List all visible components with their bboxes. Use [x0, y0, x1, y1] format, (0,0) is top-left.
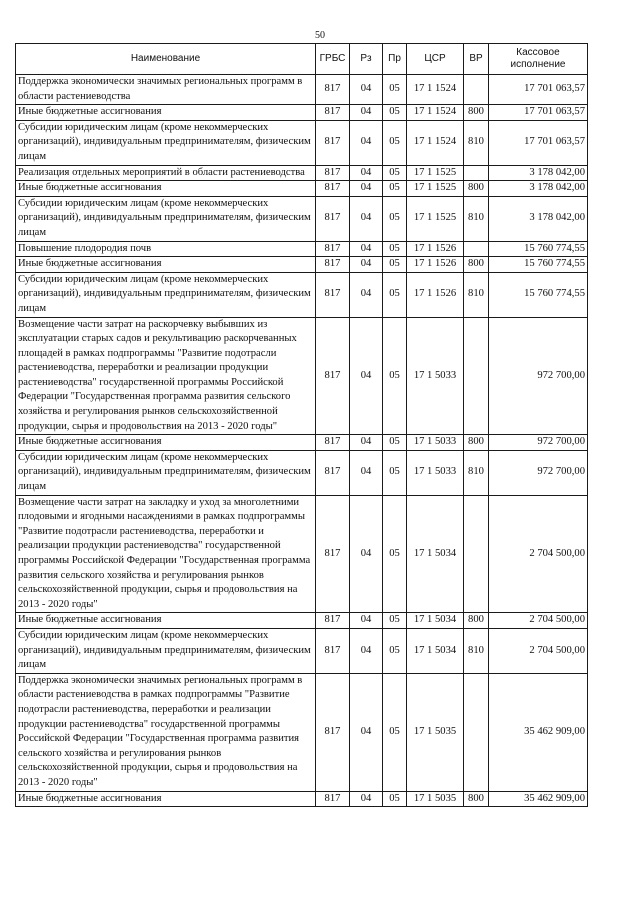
row-rz: 04	[350, 105, 383, 121]
row-rz: 04	[350, 272, 383, 317]
row-grbs: 817	[316, 120, 350, 165]
row-amount: 3 178 042,00	[489, 165, 588, 181]
row-vr: 800	[464, 257, 489, 273]
row-vr: 800	[464, 435, 489, 451]
row-name: Повышение плодородия почв	[16, 241, 316, 257]
row-rz: 04	[350, 673, 383, 791]
table-row	[16, 791, 588, 807]
row-rz: 04	[350, 791, 383, 807]
row-csr: 17 1 1526	[407, 241, 464, 257]
row-amount: 15 760 774,55	[489, 257, 588, 273]
row-name: Реализация отдельных мероприятий в области растениеводства	[16, 165, 316, 181]
row-vr: 810	[464, 628, 489, 673]
row-pr: 05	[383, 196, 407, 241]
row-csr: 17 1 5035	[407, 791, 464, 807]
row-vr	[464, 495, 489, 613]
row-pr: 05	[383, 165, 407, 181]
row-pr: 05	[383, 495, 407, 613]
header-grbs: ГРБС	[316, 44, 350, 75]
row-vr	[464, 241, 489, 257]
row-name: Поддержка экономически значимых региональных программ в области растениеводства в рамках подпрограммы "Развитие подотрасли растениеводства, переработки и реализации продукции растениеводства" государственной программы Российской Федерации "Государственная программа развития сельского хозяйства и регулирования рынков сельскохозяйственной продукции, сырья и продовольствия на 2013 - 2020 годы"	[16, 673, 316, 791]
row-grbs: 817	[316, 791, 350, 807]
page-number: 50	[315, 30, 325, 41]
row-grbs: 817	[316, 75, 350, 105]
row-amount: 15 760 774,55	[489, 272, 588, 317]
row-amount: 972 700,00	[489, 317, 588, 435]
row-pr: 05	[383, 257, 407, 273]
row-vr: 810	[464, 120, 489, 165]
row-name: Иные бюджетные ассигнования	[16, 105, 316, 121]
row-vr: 810	[464, 272, 489, 317]
table-row	[16, 120, 588, 165]
row-amount: 17 701 063,57	[489, 75, 588, 105]
row-amount: 17 701 063,57	[489, 120, 588, 165]
row-name: Субсидии юридическим лицам (кроме некоммерческих организаций), индивидуальным предпринимателям, физическим лицам	[16, 196, 316, 241]
row-csr: 17 1 5034	[407, 613, 464, 629]
row-grbs: 817	[316, 165, 350, 181]
row-csr: 17 1 1524	[407, 120, 464, 165]
row-rz: 04	[350, 165, 383, 181]
table-row	[16, 613, 588, 629]
row-csr: 17 1 1524	[407, 105, 464, 121]
row-csr: 17 1 5033	[407, 450, 464, 495]
row-grbs: 817	[316, 495, 350, 613]
row-csr: 17 1 1524	[407, 75, 464, 105]
table-row	[16, 450, 588, 495]
row-name: Субсидии юридическим лицам (кроме некоммерческих организаций), индивидуальным предпринимателям, физическим лицам	[16, 120, 316, 165]
row-name: Иные бюджетные ассигнования	[16, 613, 316, 629]
row-pr: 05	[383, 181, 407, 197]
row-csr: 17 1 5033	[407, 317, 464, 435]
budget-table	[15, 43, 588, 807]
row-csr: 17 1 5035	[407, 673, 464, 791]
row-csr: 17 1 1525	[407, 196, 464, 241]
row-amount: 15 760 774,55	[489, 241, 588, 257]
row-amount: 2 704 500,00	[489, 495, 588, 613]
row-grbs: 817	[316, 613, 350, 629]
row-name: Иные бюджетные ассигнования	[16, 181, 316, 197]
row-rz: 04	[350, 181, 383, 197]
row-name: Возмещение части затрат на закладку и уход за многолетними плодовыми и ягодными насаждениями в рамках подпрограммы "Развитие подотрасли растениеводства, переработки и реализации продукции растениеводства" государственной программы Российской Федерации "Государственная программа развития сельского хозяйства и регулирования рынков сельскохозяйственной продукции, сырья и продовольствия на 2013 - 2020 годы"	[16, 495, 316, 613]
row-name: Субсидии юридическим лицам (кроме некоммерческих организаций), индивидуальным предпринимателям, физическим лицам	[16, 450, 316, 495]
row-rz: 04	[350, 613, 383, 629]
header-amount: Кассовое исполнение	[489, 44, 588, 75]
header-row	[16, 44, 588, 75]
row-csr: 17 1 1526	[407, 272, 464, 317]
row-vr	[464, 75, 489, 105]
header-pr: Пр	[383, 44, 407, 75]
header-rz: Рз	[350, 44, 383, 75]
row-csr: 17 1 5033	[407, 435, 464, 451]
row-csr: 17 1 1526	[407, 257, 464, 273]
row-amount: 35 462 909,00	[489, 673, 588, 791]
row-rz: 04	[350, 196, 383, 241]
row-grbs: 817	[316, 673, 350, 791]
table-row	[16, 673, 588, 791]
row-grbs: 817	[316, 241, 350, 257]
header-csr: ЦСР	[407, 44, 464, 75]
row-grbs: 817	[316, 196, 350, 241]
row-vr	[464, 317, 489, 435]
table-row	[16, 196, 588, 241]
row-vr	[464, 673, 489, 791]
row-amount: 972 700,00	[489, 450, 588, 495]
row-grbs: 817	[316, 257, 350, 273]
row-pr: 05	[383, 105, 407, 121]
row-grbs: 817	[316, 317, 350, 435]
row-grbs: 817	[316, 435, 350, 451]
row-grbs: 817	[316, 181, 350, 197]
row-amount: 35 462 909,00	[489, 791, 588, 807]
row-name: Субсидии юридическим лицам (кроме некоммерческих организаций), индивидуальным предпринимателям, физическим лицам	[16, 272, 316, 317]
row-grbs: 817	[316, 628, 350, 673]
table-row	[16, 165, 588, 181]
row-name: Поддержка экономически значимых региональных программ в области растениеводства	[16, 75, 316, 105]
row-name: Иные бюджетные ассигнования	[16, 435, 316, 451]
row-rz: 04	[350, 257, 383, 273]
table-row	[16, 241, 588, 257]
row-amount: 17 701 063,57	[489, 105, 588, 121]
row-name: Иные бюджетные ассигнования	[16, 257, 316, 273]
row-pr: 05	[383, 435, 407, 451]
row-vr: 800	[464, 181, 489, 197]
row-csr: 17 1 5034	[407, 628, 464, 673]
row-vr	[464, 165, 489, 181]
row-vr: 810	[464, 450, 489, 495]
row-vr: 800	[464, 613, 489, 629]
row-grbs: 817	[316, 450, 350, 495]
table-row	[16, 628, 588, 673]
row-grbs: 817	[316, 105, 350, 121]
table-row	[16, 317, 588, 435]
row-rz: 04	[350, 435, 383, 451]
row-vr: 800	[464, 105, 489, 121]
row-pr: 05	[383, 613, 407, 629]
row-vr: 800	[464, 791, 489, 807]
row-pr: 05	[383, 120, 407, 165]
row-csr: 17 1 1525	[407, 181, 464, 197]
table-row	[16, 495, 588, 613]
row-rz: 04	[350, 495, 383, 613]
table-row	[16, 181, 588, 197]
row-pr: 05	[383, 791, 407, 807]
table-row	[16, 105, 588, 121]
row-pr: 05	[383, 241, 407, 257]
row-csr: 17 1 1525	[407, 165, 464, 181]
header-vr: ВР	[464, 44, 489, 75]
row-name: Иные бюджетные ассигнования	[16, 791, 316, 807]
row-pr: 05	[383, 317, 407, 435]
row-csr: 17 1 5034	[407, 495, 464, 613]
row-rz: 04	[350, 628, 383, 673]
row-rz: 04	[350, 450, 383, 495]
row-grbs: 817	[316, 272, 350, 317]
row-rz: 04	[350, 75, 383, 105]
header-name: Наименование	[16, 44, 316, 75]
row-amount: 2 704 500,00	[489, 628, 588, 673]
table-row	[16, 75, 588, 105]
table-row	[16, 435, 588, 451]
row-rz: 04	[350, 241, 383, 257]
row-pr: 05	[383, 450, 407, 495]
row-amount: 3 178 042,00	[489, 196, 588, 241]
row-rz: 04	[350, 317, 383, 435]
row-amount: 972 700,00	[489, 435, 588, 451]
row-vr: 810	[464, 196, 489, 241]
row-pr: 05	[383, 272, 407, 317]
row-name: Субсидии юридическим лицам (кроме некоммерческих организаций), индивидуальным предпринимателям, физическим лицам	[16, 628, 316, 673]
row-amount: 3 178 042,00	[489, 181, 588, 197]
row-pr: 05	[383, 673, 407, 791]
table-row	[16, 257, 588, 273]
row-name: Возмещение части затрат на раскорчевку выбывших из эксплуатации старых садов и рекультивацию раскорчеванных площадей в рамках подпрограммы "Развитие подотрасли растениеводства, переработки и реализации продукции растениеводства" государственной программы Российской Федерации "Государственная программа развития сельского хозяйства и регулирования рынков сельскохозяйственной продукции, сырья и продовольствия на 2013 - 2020 годы"	[16, 317, 316, 435]
row-pr: 05	[383, 75, 407, 105]
table-row	[16, 272, 588, 317]
row-pr: 05	[383, 628, 407, 673]
row-amount: 2 704 500,00	[489, 613, 588, 629]
row-rz: 04	[350, 120, 383, 165]
